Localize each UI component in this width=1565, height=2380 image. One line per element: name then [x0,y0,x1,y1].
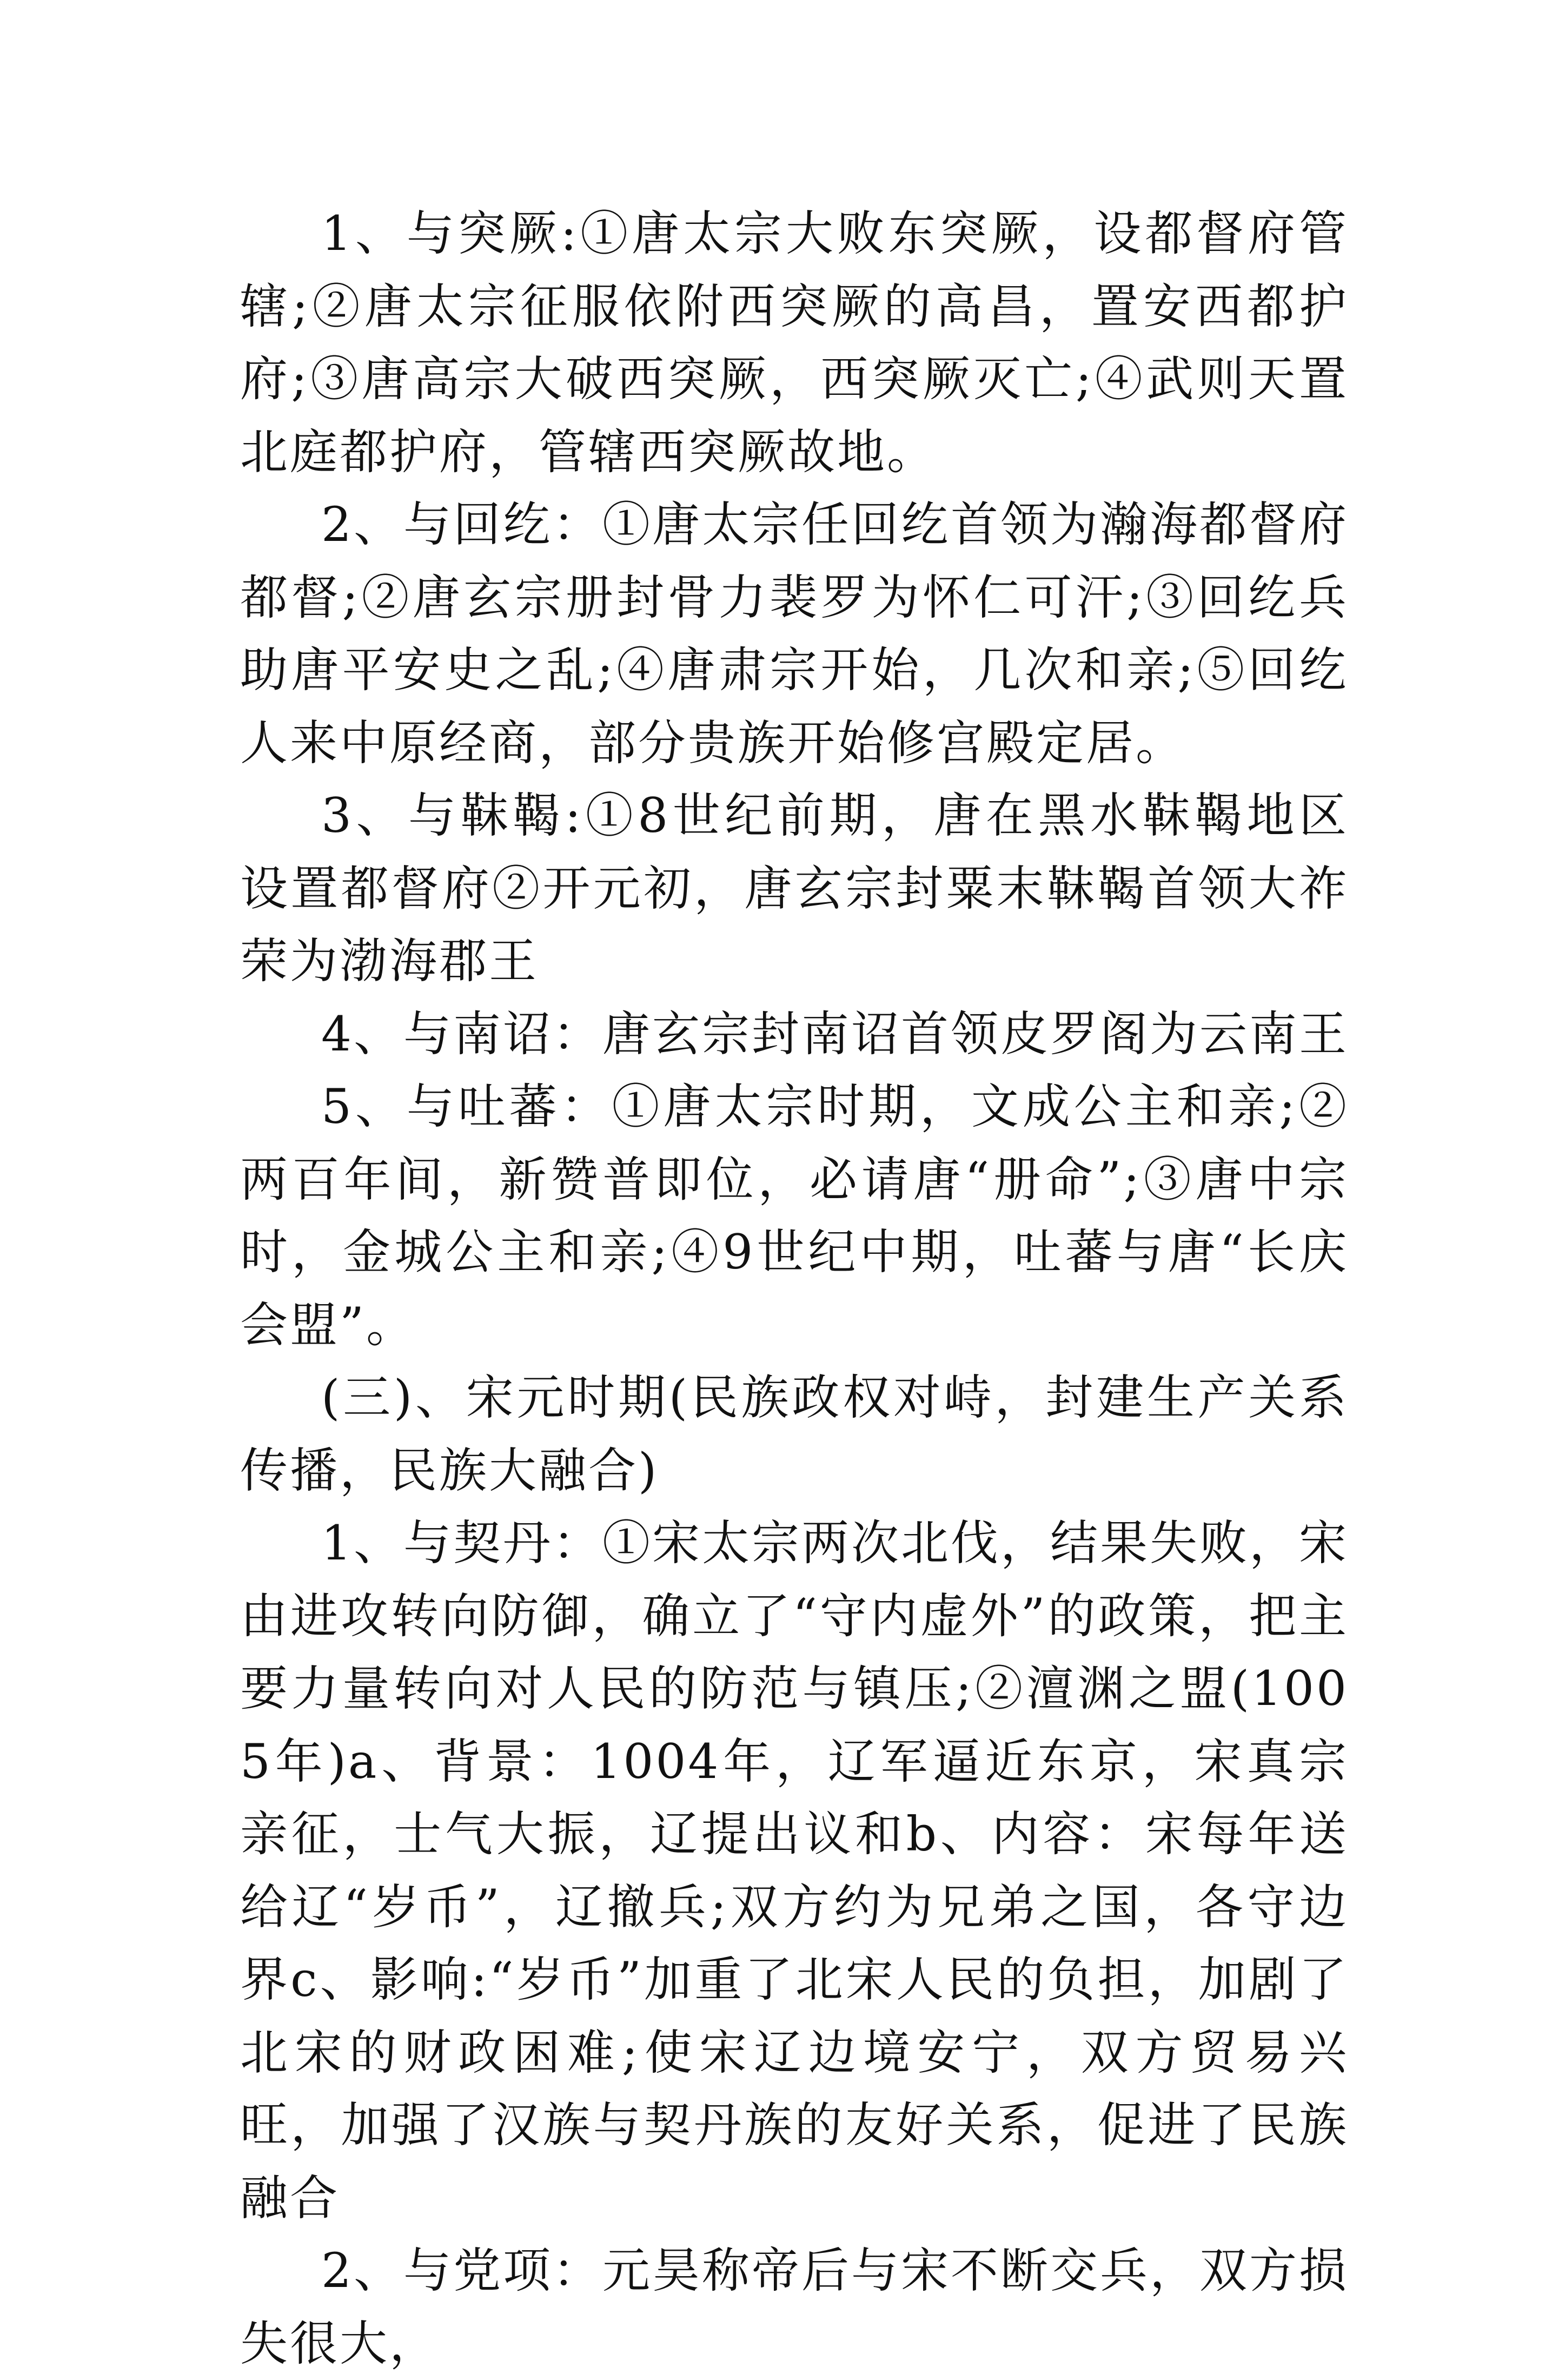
paragraph-nanzhao: 4、与南诏：唐玄宗封南诏首领皮罗阁为云南王 [321,1006,1349,1062]
paragraph-turks: 1、与突厥:①唐太宗大败东突厥，设都督府管辖;②唐太宗征服依附西突厥的高昌，置安西都护府;③唐高宗大破西突厥，西突厥灭亡;④武则天置北庭都护府，管辖西突厥故地。 [240,206,1349,480]
paragraph-tangut: 2、与党项：元昊称帝后与宋不断交兵，双方损失很大， [240,2243,1349,2371]
paragraph-uyghurs: 2、与回纥：①唐太宗任回纥首领为瀚海都督府都督;②唐玄宗册封骨力裴罗为怀仁可汗;③回纥兵助唐平安史之乱;④唐肃宗开始，几次和亲;⑤回纥人来中原经商，部分贵族开始修宫殿定居。 [240,497,1349,771]
document-body [240,197,1349,2380]
section-heading-song-yuan: (三)、宋元时期(民族政权对峙，封建生产关系传播，民族大融合) [240,1370,1349,1498]
paragraph-mohe: 3、与靺鞨:①8世纪前期，唐在黑水靺鞨地区设置都督府②开元初，唐玄宗封粟末靺鞨首领大祚荣为渤海郡王 [240,788,1349,989]
paragraph-khitan: 1、与契丹：①宋太宗两次北伐，结果失败，宋由进攻转向防御，确立了“守内虚外”的政策，把主要力量转向对人民的防范与镇压;②澶渊之盟(1005年)a、背景：1004年，辽军逼近东京，宋真宗亲征，士气大振，辽提出议和b、内容：宋每年送给辽“岁币”，辽撤兵;双方约为兄弟之国，各守边界c、影响:“岁币”加重了北宋人民的负担，加剧了北宋的财政困难;使宋辽边境安宁，双方贸易兴旺，加强了汉族与契丹族的友好关系，促进了民族融合 [240,1515,1349,2226]
paragraph-tubo: 5、与吐蕃：①唐太宗时期，文成公主和亲;②两百年间，新赞普即位，必请唐“册命”;③唐中宗时，金城公主和亲;④9世纪中期，吐蕃与唐“长庆会盟”。 [240,1079,1349,1353]
